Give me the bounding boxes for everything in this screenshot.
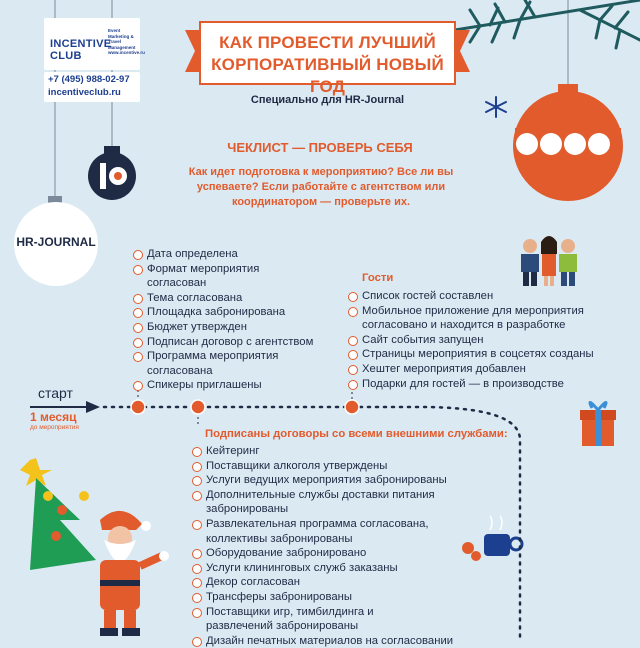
intro-line: координатором — проверьте их. (231, 196, 411, 208)
hr-journal-ornament (14, 202, 98, 286)
contact-card (44, 72, 140, 102)
timeline-month-sub: до мероприятия (30, 424, 79, 431)
logo-tagline: Event Marketing & Travel Management www.incentive.ru (108, 28, 145, 55)
checklist-item[interactable]: Сайт события запущен (348, 333, 618, 348)
checklist-item[interactable]: Развлекательная программа согласована, коллективы забронированы (192, 517, 476, 546)
checklist-item[interactable]: Услуги клининговых служб заказаны (192, 561, 482, 576)
checklist-item[interactable]: Список гостей составлен (348, 289, 618, 304)
checklist-intro (162, 165, 480, 210)
checklist-item[interactable]: Мобильное приложение для мероприятия согласовано и находится в разработке (348, 304, 618, 333)
contact-site[interactable]: incentiveclub.ru (48, 87, 121, 98)
gift-icon (580, 402, 616, 446)
arrow-icon (86, 401, 100, 413)
checklist-item[interactable]: Поставщики игр, тимбилдинга и развлечений забронированы (192, 605, 406, 634)
checklist-item[interactable]: Формат мероприятия согласован (133, 262, 297, 291)
checklist-item[interactable]: Спикеры приглашены (133, 378, 343, 393)
contracts-title: Подписаны договоры со всеми внешними службами: (205, 428, 508, 440)
checklist-item[interactable]: Оборудование забронировано (192, 546, 482, 561)
intro-line: успеваете? Если работайте с агентством или (196, 181, 446, 193)
checklist-item[interactable]: Бюджет утвержден (133, 320, 343, 335)
christmas-ball-icon (513, 84, 623, 201)
checklist-item[interactable]: Дизайн печатных материалов на согласовании (192, 634, 482, 648)
timeline-node (345, 400, 359, 414)
checklist-item[interactable]: Дата определена (133, 247, 343, 262)
checklist-item[interactable]: Кейтеринг (192, 444, 482, 459)
checklist-item[interactable]: Подарки для гостей — в производстве (348, 377, 618, 392)
checklist-item[interactable]: Программа мероприятия согласована (133, 349, 317, 378)
timeline-start: старт (38, 385, 73, 401)
checklist-item[interactable]: Тема согласована (133, 291, 343, 306)
checklist-item[interactable]: Площадка забронирована (133, 305, 343, 320)
santa-icon (20, 458, 169, 636)
page-title (200, 32, 455, 98)
checklist-item[interactable]: Поставщики алкоголя утверждены (192, 459, 482, 474)
checklist-item[interactable]: Страницы мероприятия в соцсетях созданы (348, 347, 618, 362)
title-line-2: КОРПОРАТИВНЫЙ НОВЫЙ ГОД (211, 55, 444, 96)
title-line-1: КАК ПРОВЕСТИ ЛУЧШИЙ (219, 33, 436, 52)
first-checklist (133, 247, 343, 393)
guests-checklist (348, 289, 618, 391)
pine-branch-icon (455, 0, 640, 48)
people-icon (521, 236, 577, 286)
checklist-title: ЧЕКЛИСТ — ПРОВЕРЬ СЕБЯ (227, 140, 413, 155)
checklist-item[interactable]: Хештег мероприятия добавлен (348, 362, 618, 377)
contracts-checklist (192, 444, 482, 648)
intro-line: Как идет подготовка к мероприятию? Все ли вы (188, 166, 454, 178)
checklist-item[interactable]: Трансферы забронированы (192, 590, 482, 605)
incentive-club-logo (44, 18, 145, 70)
page-subtitle: Специально для HR-Journal (250, 94, 405, 106)
snowflake-icon (486, 97, 506, 117)
timeline-month: 1 месяц (30, 410, 77, 424)
checklist-item[interactable]: Дополнительные службы доставки питания забронированы (192, 488, 482, 517)
hr-journal-label: HR-JOURNAL (16, 235, 96, 249)
timeline-node (131, 400, 145, 414)
checklist-item[interactable]: Услуги ведущих мероприятия забронированы (192, 473, 482, 488)
ic-ornament (88, 146, 136, 200)
guests-title: Гости (362, 272, 394, 284)
title-banner (200, 22, 455, 96)
checklist-item[interactable]: Подписан договор с агентством (133, 335, 343, 350)
timeline-node (191, 400, 205, 414)
logo-name: INCENTIVE CLUB (50, 38, 112, 62)
contact-phone[interactable]: +7 (495) 988-02-97 (48, 74, 130, 85)
checklist-item[interactable]: Декор согласован (192, 575, 482, 590)
